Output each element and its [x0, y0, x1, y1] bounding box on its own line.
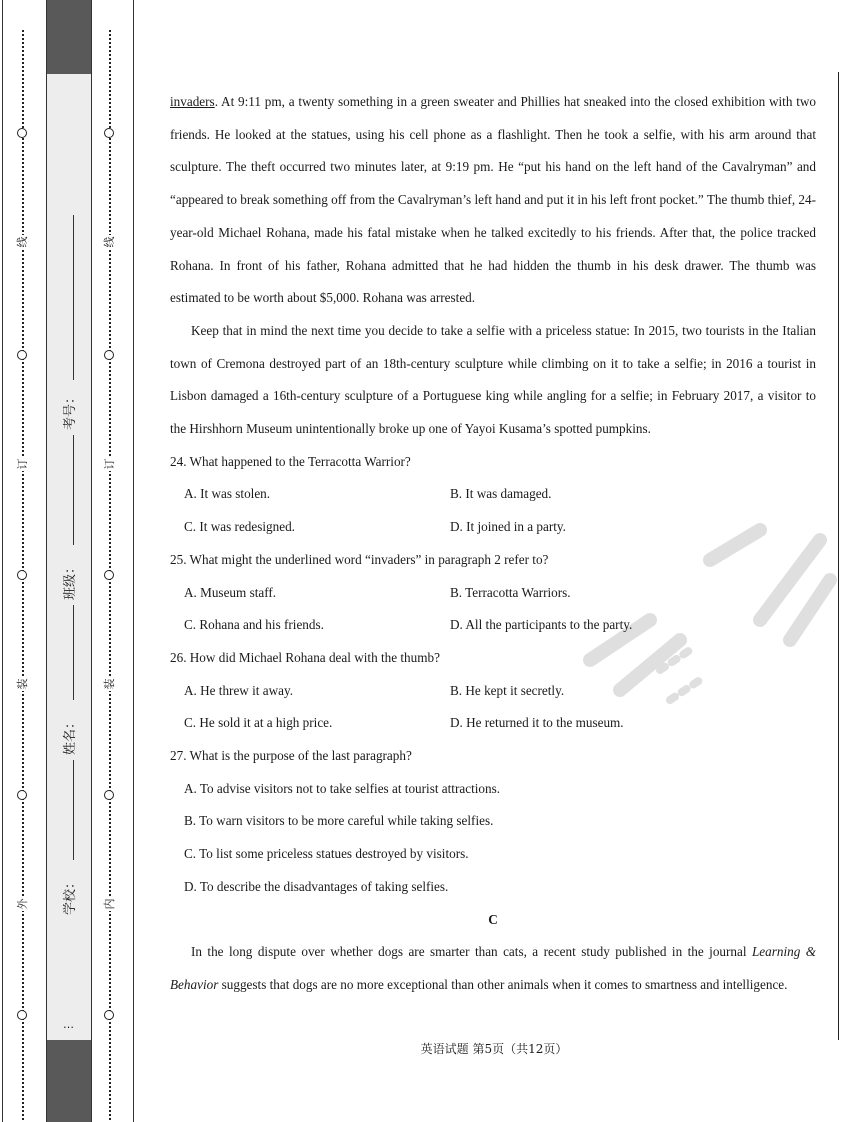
q25-option-a[interactable]: A. Museum staff. [184, 584, 277, 600]
journal-title: Learning & Behavior [170, 944, 816, 992]
exam-number-input-line[interactable] [73, 215, 74, 380]
class-input-line[interactable] [73, 435, 74, 545]
field-name-label: 姓名： [63, 715, 79, 755]
q27-option-b[interactable]: B. To warn visitors to be more careful while taking selfies. [184, 813, 494, 829]
q24-options-row-1 [170, 478, 816, 511]
field-name [47, 710, 91, 760]
q25-option-c[interactable]: C. Rohana and his friends. [184, 617, 324, 633]
field-class-label: 班级： [63, 560, 79, 600]
q26-option-b[interactable]: B. He kept it secretly. [450, 682, 565, 698]
q24-option-d[interactable]: D. It joined in a party. [450, 519, 566, 535]
field-school [47, 870, 91, 920]
passage-c-text-after: suggests that dogs are no more exceptional than other animals when it comes to smartness and intelligence. [218, 976, 788, 992]
passage-b-paragraph-1 [170, 86, 816, 315]
binding-strip [0, 0, 135, 1122]
outer-char-zhuang: 装 [16, 678, 29, 690]
inner-circle-4 [104, 790, 114, 800]
field-exam-number-label: 考号： [63, 390, 79, 430]
q26-option-d[interactable]: D. He returned it to the museum. [450, 715, 624, 731]
outer-char-xian: 线 [16, 236, 29, 248]
q27-option-d[interactable]: D. To describe the disadvantages of taking selfies. [184, 878, 449, 894]
underlined-word-invaders: invaders [170, 94, 215, 109]
q26-option-a[interactable]: A. He threw it away. [184, 682, 294, 698]
q24-option-a[interactable]: A. It was stolen. [184, 486, 271, 502]
q25-option-b[interactable]: B. Terracotta Warriors. [450, 584, 571, 600]
inner-char-ding: 订 [103, 458, 116, 470]
q25-options-row-1 [170, 577, 816, 610]
question-24: 24. What happened to the Terracotta Warrior? [170, 453, 411, 469]
field-school-label: 学校： [63, 875, 79, 915]
q27-option-a[interactable]: A. To advise visitors not to take selfies at tourist attractions. [184, 780, 501, 796]
q27-option-c[interactable]: C. To list some priceless statues destroyed by visitors. [184, 846, 469, 862]
exam-content [170, 86, 816, 1002]
student-info-strip [46, 0, 92, 1122]
inner-char-xian: 线 [103, 236, 116, 248]
section-c-heading: C [488, 911, 498, 927]
school-input-line[interactable] [73, 760, 74, 860]
page-footer: 英语试题 第5页（共12页） [420, 1042, 568, 1056]
passage-c-paragraph-1 [170, 936, 816, 1001]
inner-char-zhuang: 装 [103, 678, 116, 690]
passage-b-paragraph-2: Keep that in mind the next time you decide to take a selfie with a priceless statue: In 2015, two tourists in the Italian town of Cremona destroyed part of an 18th-century sculpture while climbing on it to take a selfie; in 2016 a tourist in Lisbon damaged a 16th-century sculpture of a Portuguese king while angling for a selfie; in February 2017, a visitor to the Hirshhorn Museum unintentionally broke up one of Yayoi Kusama’s spotted pumpkins. [170, 322, 816, 437]
binding-border-left [2, 0, 3, 1122]
q24-option-b[interactable]: B. It was damaged. [450, 486, 552, 502]
name-input-line[interactable] [73, 605, 74, 700]
inner-char-nei: 内 [103, 898, 116, 910]
strip-ellipsis: … [63, 1018, 74, 1031]
field-class [47, 555, 91, 605]
inner-circle-2 [104, 350, 114, 360]
outer-circle-1 [17, 128, 27, 138]
passage-c-text-before: In the long dispute over whether dogs are smarter than cats, a recent study published in the journal [191, 944, 752, 960]
outer-circle-2 [17, 350, 27, 360]
q26-options-row-2 [170, 707, 816, 740]
field-exam-number [47, 385, 91, 435]
inner-circle-1 [104, 128, 114, 138]
outer-circle-4 [17, 790, 27, 800]
question-25: 25. What might the underlined word “invaders” in paragraph 2 refer to? [170, 551, 549, 567]
binding-border-right [133, 0, 134, 1122]
right-margin-line [838, 72, 839, 1040]
q25-options-row-2 [170, 609, 816, 642]
inner-circle-5 [104, 1010, 114, 1020]
q24-option-c[interactable]: C. It was redesigned. [184, 519, 295, 535]
q26-option-c[interactable]: C. He sold it at a high price. [184, 715, 333, 731]
paragraph-1-text: . At 9:11 pm, a twenty something in a green sweater and Phillies hat sneaked into the closed exhibition with two friends. He looked at the statues, using his cell phone as a flashlight. Then he took a selfie, with his arm around that sculpture. The theft occurred two minutes later, at 9:19 pm. He “put his hand on the left hand of the Cavalryman” and “appeared to break something off from the Cavalryman’s left hand and put it in his left front pocket.” The thumb thief, 24-year-old Michael Rohana, made his fatal mistake when he talked excitedly to his friends. After that, the police tracked Rohana. In front of his father, Rohana admitted that he had hidden the thumb in his desk drawer. The thumb was estimated to be worth about $5,000. Rohana was arrested. [170, 94, 816, 306]
q24-options-row-2 [170, 511, 816, 544]
question-27: 27. What is the purpose of the last paragraph? [170, 748, 412, 764]
outer-circle-5 [17, 1010, 27, 1020]
dark-block-top [47, 0, 91, 74]
inner-circle-3 [104, 570, 114, 580]
outer-circle-3 [17, 570, 27, 580]
q25-option-d[interactable]: D. All the participants to the party. [450, 617, 633, 633]
outer-char-ding: 订 [16, 458, 29, 470]
outer-char-wai: 外 [16, 898, 29, 910]
q26-options-row-1 [170, 675, 816, 708]
question-26: 26. How did Michael Rohana deal with the thumb? [170, 649, 440, 665]
